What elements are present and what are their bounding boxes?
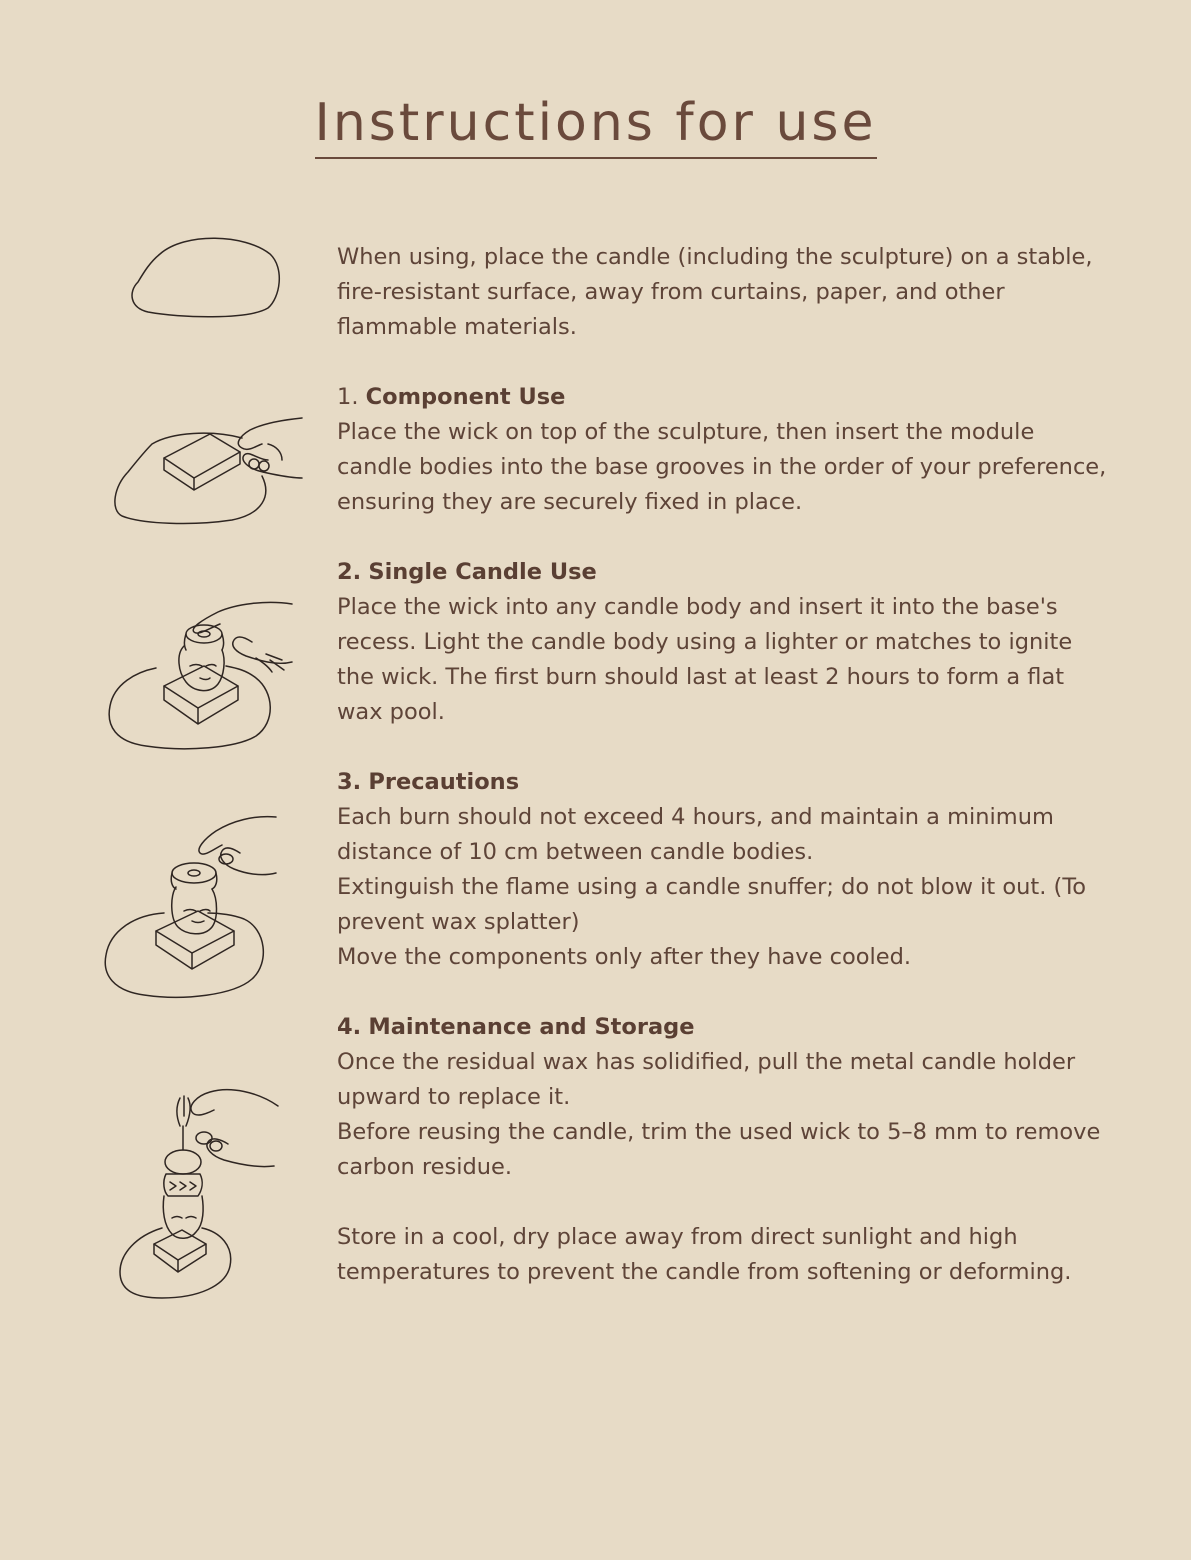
section-line: Place the wick on top of the sculpture, then insert the module candle bodies into the base grooves in the order of your preference, ensuring they are securely fixed in place. [337, 419, 1107, 515]
section-title: Component Use [365, 384, 566, 410]
section-line: Extinguish the flame using a candle snuffer; do not blow it out. (To prevent wax splatter) [337, 874, 1087, 935]
precautions-illustration [104, 815, 284, 1000]
section-number: 2. [337, 559, 362, 585]
section-line: Before reusing the candle, trim the used wick to 5–8 mm to remove carbon residue. [337, 1119, 1101, 1180]
section-heading [337, 765, 1107, 800]
storage-note [337, 1220, 1107, 1290]
section-title: Precautions [368, 769, 520, 795]
section-line: Each burn should not exceed 4 hours, and maintain a minimum distance of 10 cm between candle bodies. [337, 804, 1054, 865]
intro-text: When using, place the candle (including the sculpture) on a stable, fire-resistant surface, away from curtains, paper, and other flammable materials. [337, 244, 1093, 340]
section-maintenance-storage [337, 1010, 1107, 1185]
section-heading [337, 380, 1107, 415]
section-heading [337, 555, 1107, 590]
section-number: 3. [337, 769, 362, 795]
section-title: Maintenance and Storage [368, 1014, 695, 1040]
intro-paragraph [337, 240, 1107, 345]
section-precautions [337, 765, 1107, 975]
section-component-use [337, 380, 1107, 520]
surface-illustration [130, 236, 285, 321]
title-wrap [0, 93, 1191, 159]
single-candle-illustration [106, 600, 296, 755]
maintenance-illustration [118, 1086, 283, 1301]
section-heading [337, 1010, 1107, 1045]
section-number: 1. [337, 384, 359, 410]
page-title: Instructions for use [315, 96, 877, 159]
section-number: 4. [337, 1014, 362, 1040]
storage-note-text: Store in a cool, dry place away from direct sunlight and high temperatures to prevent the candle from softening or deforming. [337, 1224, 1072, 1285]
section-line: Once the residual wax has solidified, pull the metal candle holder upward to replace it. [337, 1049, 1076, 1110]
section-title: Single Candle Use [368, 559, 597, 585]
section-line: Move the components only after they have cooled. [337, 944, 912, 970]
section-line: Place the wick into any candle body and insert it into the base's recess. Light the candle body using a lighter or matches to ignite the wick. The first burn should last at least 2 hours to form a flat wax pool. [337, 594, 1073, 725]
section-single-candle-use [337, 555, 1107, 730]
component-use-illustration [112, 416, 312, 526]
